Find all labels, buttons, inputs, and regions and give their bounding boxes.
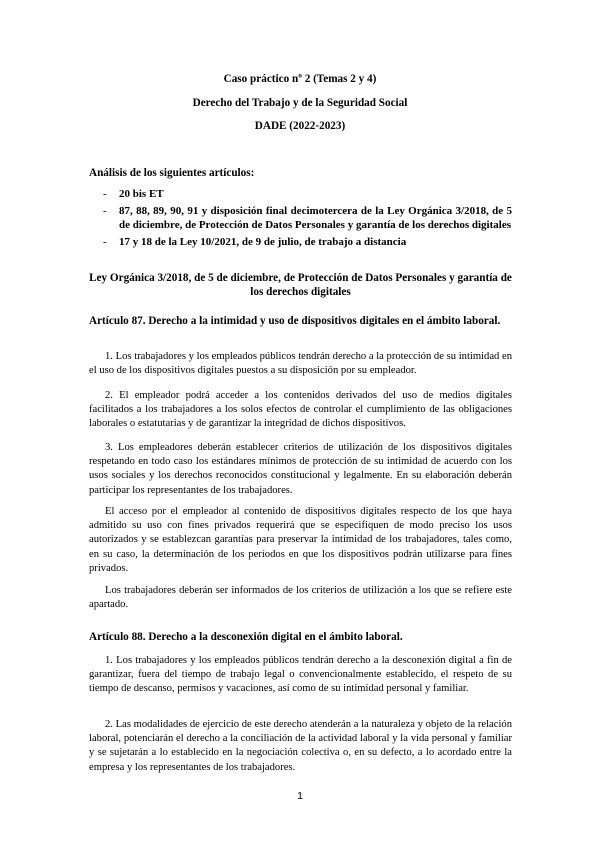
law-title: Ley Orgánica 3/2018, de 5 de diciembre, de Protección de Datos Personales y garantía de los derechos digitales <box>89 272 512 298</box>
list-item-text: 17 y 18 de la Ley 10/2021, de 9 de julio, de trabajo a distancia <box>119 236 407 248</box>
header-course: DADE (2022-2023) <box>254 120 346 132</box>
article-88-paragraph: 2. Las modalidades de ejercicio de este derecho atenderán a la naturaleza y objeto de la relación laboral, potenciarán el derecho a la conciliación de la actividad laboral y la vida personal y familiar y se sujetarán a lo establecido en la negociación colectiva o, en su defecto, a lo acordado entre la empresa y los representantes de los trabajadores. <box>89 719 512 773</box>
list-item <box>89 204 512 232</box>
header-case-title: Caso práctico nº 2 (Temas 2 y 4) <box>223 73 377 85</box>
page-number: 1 <box>297 790 303 802</box>
list-item <box>89 235 512 249</box>
article-87-paragraph: 1. Los trabajadores y los empleados públicos tendrán derecho a la protección de su intimidad en el uso de los dispositivos digitales puestos a su disposición por su empleador. <box>89 351 512 377</box>
dash-bullet: - <box>103 188 107 200</box>
article-88-paragraph: 1. Los trabajadores y los empleados públicos tendrán derecho a la desconexión digital a fin de garantizar, fuera del tiempo de trabajo legal o convencionalmente establecido, el respeto de su tiempo de descanso, permisos y vacaciones, así como de su intimidad personal y familiar. <box>89 655 512 695</box>
header-subject: Derecho del Trabajo y de la Seguridad Social <box>192 97 408 109</box>
article-87-paragraph: 2. El empleador podrá acceder a los contenidos derivados del uso de medios digitales facilitados a los trabajadores a los solos efectos de controlar el cumplimiento de las obligaciones laborales o estatutarias y de garantizar la integridad de dichos dispositivos. <box>89 390 512 430</box>
analysis-title: Análisis de los siguientes artículos: <box>89 167 255 179</box>
article-87-paragraph: Los trabajadores deberán ser informados de los criterios de utilización a los que se refiere este apartado. <box>89 585 512 611</box>
analysis-list <box>89 187 512 252</box>
article-88-title: Artículo 88. Derecho a la desconexión digital en el ámbito laboral. <box>89 631 403 643</box>
article-87-title: Artículo 87. Derecho a la intimidad y uso de dispositivos digitales en el ámbito laboral. <box>89 315 501 327</box>
dash-bullet: - <box>103 236 107 248</box>
list-item-text: 20 bis ET <box>119 188 164 200</box>
list-item <box>89 187 512 201</box>
article-87-paragraph: El acceso por el empleador al contenido de dispositivos digitales respecto de los que haya admitido su uso con fines privados requerirá que se especifiquen de modo preciso los usos autorizados y se establezcan garantías para preservar la intimidad de los trabajadores, tales como, en su caso, la determinación de los períodos en que los dispositivos podrán utilizarse para fines privados. <box>89 506 512 574</box>
dash-bullet: - <box>103 205 107 217</box>
article-87-paragraph: 3. Los empleadores deberán establecer criterios de utilización de los dispositivos digitales respetando en todo caso los estándares mínimos de protección de su intimidad de acuerdo con los usos sociales y los derechos reconocidos constitucional y legalmente. En su elaboración deberán participar los representantes de los trabajadores. <box>89 442 512 496</box>
list-item-text: 87, 88, 89, 90, 91 y disposición final decimotercera de la Ley Orgánica 3/2018, de 5 de diciembre, de Protección de Datos Personales y garantía de los derechos digitales <box>119 205 512 231</box>
